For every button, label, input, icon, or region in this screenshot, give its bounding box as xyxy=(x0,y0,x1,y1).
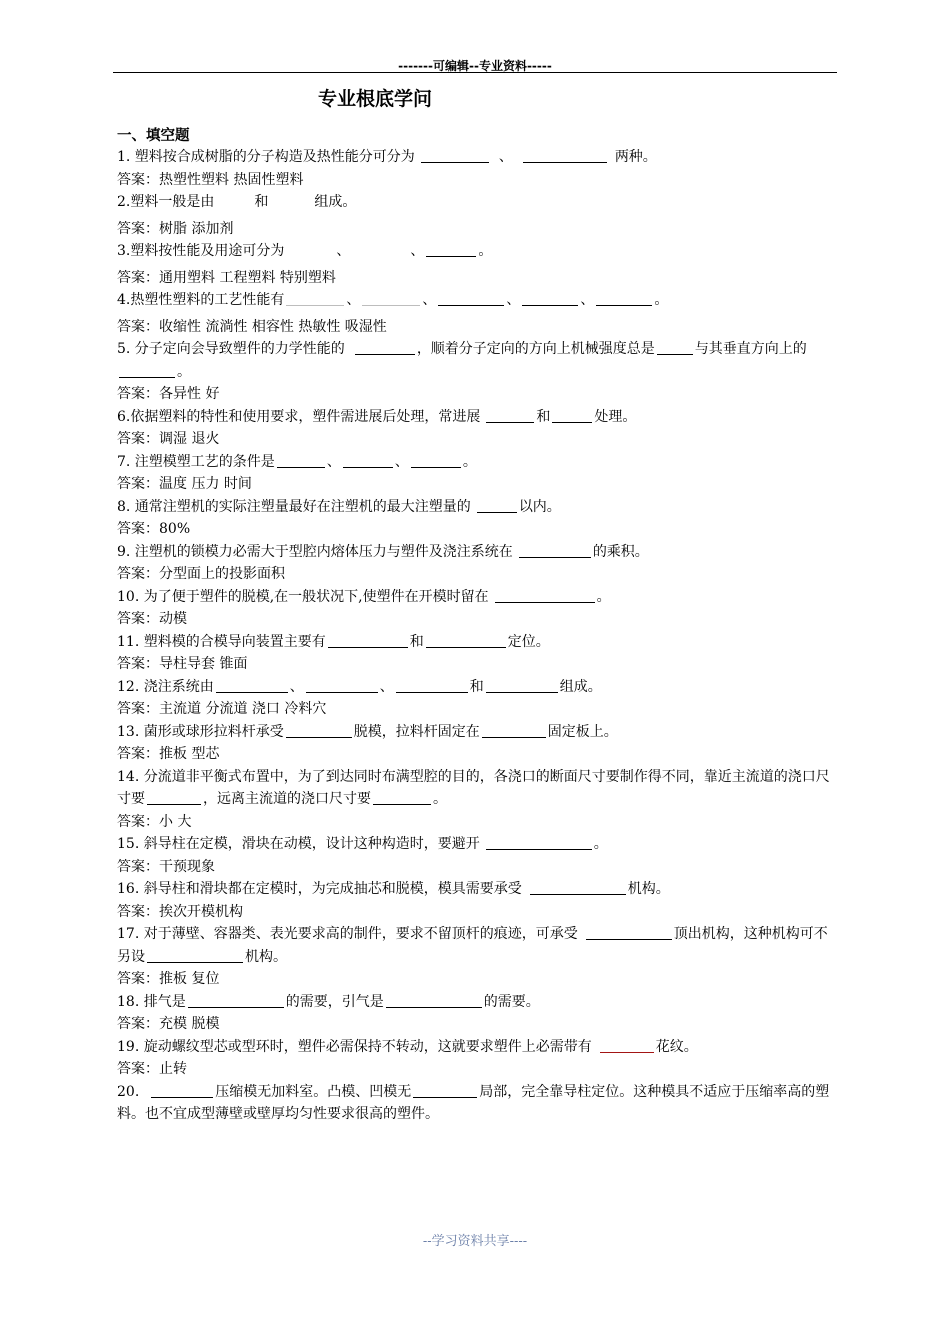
answer-11: 答案：导柱导套 锥面 xyxy=(117,656,248,672)
answer-6: 答案：调湿 退火 xyxy=(117,431,220,447)
question-13: 13. 菌形或球形拉料杆承受 脱模，拉料杆固定在 固定板上。 xyxy=(117,723,618,740)
answer-1: 答案：热塑性塑料 热固性塑料 xyxy=(117,171,304,188)
question-20: 20. 压缩模无加料室。凸模、凹模无 局部，完全靠导柱定位。这种模具不适应于压缩率高的塑料。也不宜成型薄壁或壁厚均匀性要求很高的塑件。 xyxy=(117,1083,830,1122)
answer-18: 答案：充模 脱模 xyxy=(117,1016,220,1032)
question-7: 7. 注塑模塑工艺的条件是 、 、 。 xyxy=(117,453,477,470)
question-14: 14. 分流道非平衡式布置中，为了到达同时布满型腔的目的，各浇口的断面尺寸要制作得不同，靠近主流道的浇口尺寸要 ，远离主流道的浇口尺寸要 。 xyxy=(117,768,830,807)
question-1: 1. 塑料按合成树脂的分子构造及热性能分可分为 、 两种。 xyxy=(117,149,657,165)
answer-14: 答案：小 大 xyxy=(117,813,192,830)
answer-12: 答案：主流道 分流道 浇口 冷料穴 xyxy=(117,701,327,717)
question-8: 8. 通常注塑机的实际注塑量最好在注塑机的最大注塑量的 以内。 xyxy=(117,498,561,515)
answer-5: 答案：各异性 好 xyxy=(117,386,220,402)
header-text: -------可编辑--专业资料----- xyxy=(398,59,552,73)
answer-4: 答案：收缩性 流淌性 相容性 热敏性 吸湿性 xyxy=(117,318,387,335)
question-6: 6.依据塑料的特性和使用要求，塑件需进展后处理，常进展 和 处理。 xyxy=(117,408,637,425)
answer-3: 答案：通用塑料 工程塑料 特别塑料 xyxy=(117,269,336,286)
section-heading: 一、填空题 xyxy=(117,128,190,144)
answer-15: 答案：干预现象 xyxy=(117,858,215,875)
question-17: 17. 对于薄壁、容器类、表光要求高的制件，要求不留顶杆的痕迹，可承受 顶出机构，这种机构可不另设 机构。 xyxy=(117,926,828,965)
answer-17: 答案：推板 复位 xyxy=(117,971,220,987)
question-18: 18. 排气是 的需要，引气是 的需要。 xyxy=(117,993,540,1010)
answer-8: 答案：80% xyxy=(117,521,191,537)
answer-10: 答案：动模 xyxy=(117,611,187,627)
answer-9: 答案：分型面上的投影面积 xyxy=(117,566,285,582)
question-15: 15. 斜导柱在定模，滑块在动模，设计这种构造时，要避开 。 xyxy=(117,836,608,852)
document-title: 专业根底学问 xyxy=(318,88,433,110)
header-rule xyxy=(113,72,837,73)
question-19: 19. 旋动螺纹型芯或型环时，塑件必需保持不转动，这就要求塑件上必需带有 花纹。 xyxy=(117,1038,698,1055)
question-12: 12. 浇注系统由 、 、 和 组成。 xyxy=(117,678,602,695)
answer-16: 答案：挨次开模机构 xyxy=(117,903,243,920)
answer-7: 答案：温度 压力 时间 xyxy=(117,476,252,492)
question-3: 3.塑料按性能及用途可分为 、 、 。 xyxy=(117,243,493,259)
question-11: 11. 塑料模的合模导向装置主要有 和 定位。 xyxy=(117,633,550,650)
footer-text: --学习资料共享---- xyxy=(422,1234,528,1249)
answer-19: 答案：止转 xyxy=(117,1061,187,1077)
answer-13: 答案：推板 型芯 xyxy=(117,746,220,762)
question-9: 9. 注塑机的锁模力必需大于型腔内熔体压力与塑件及浇注系统在 的乘积。 xyxy=(117,543,649,560)
question-4: 4.热塑性塑料的工艺性能有 、 、 、 、 。 xyxy=(117,292,669,308)
answer-2: 答案：树脂 添加剂 xyxy=(117,220,234,237)
question-5: 5. 分子定向会导致塑件的力学性能的 ，顺着分子定向的方向上机械强度总是 与其垂直方向上的。 xyxy=(117,341,807,380)
question-list xyxy=(117,146,833,1126)
question-16: 16. 斜导柱和滑块都在定模时，为完成抽芯和脱模，模具需要承受 机构。 xyxy=(117,881,670,897)
question-2: 2.塑料一般是由 和 组成。 xyxy=(117,194,357,210)
question-10: 10. 为了便于塑件的脱模,在一般状况下,使塑件在开模时留在 。 xyxy=(117,588,611,605)
